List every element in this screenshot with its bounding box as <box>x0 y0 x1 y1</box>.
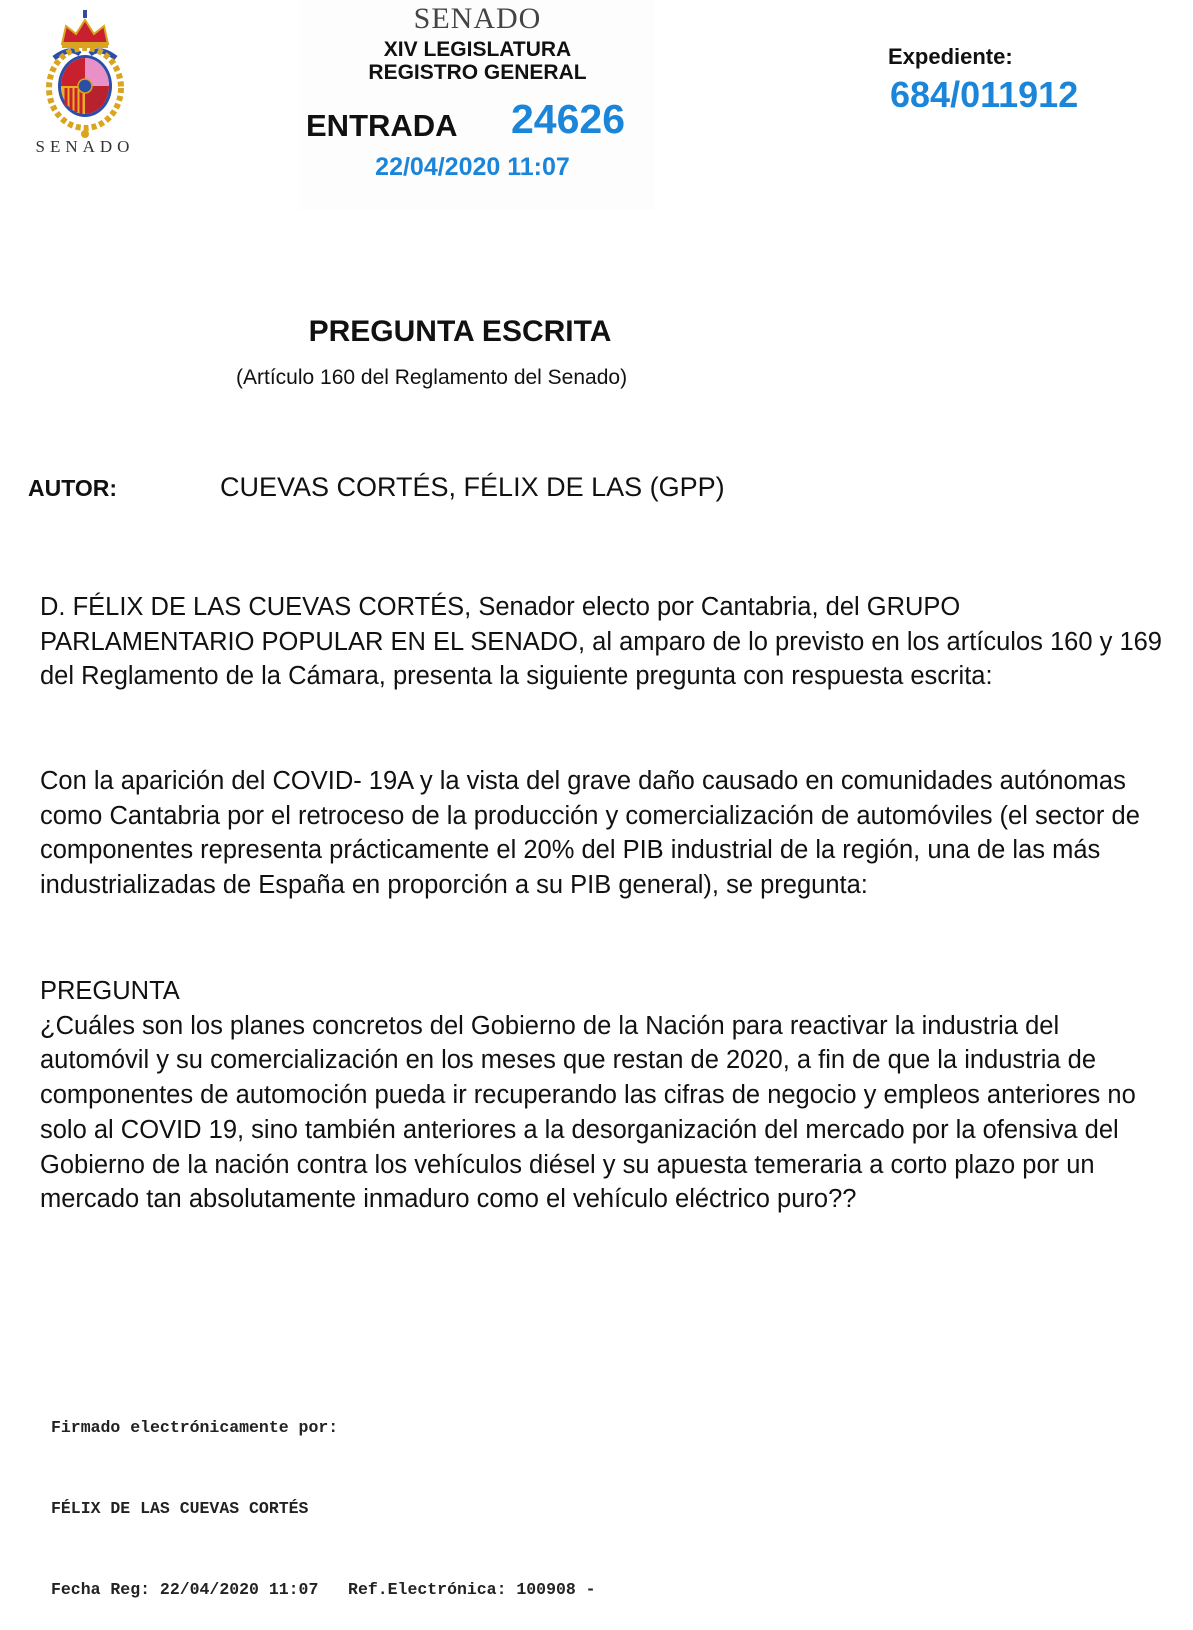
document-title: PREGUNTA ESCRITA <box>308 315 612 348</box>
legislatura-label: XIV LEGISLATURA <box>383 38 572 61</box>
signature-reference: Fecha Reg: 22/04/2020 11:07 Ref.Electrónica: 100908 - <box>51 1580 596 1599</box>
autor-label: AUTOR: <box>28 475 118 501</box>
logo-label: SENADO <box>35 137 135 156</box>
entrada-datetime: 22/04/2020 11:07 <box>375 153 570 181</box>
signature-label: Firmado electrónicamente por: <box>51 1418 339 1437</box>
registro-label: REGISTRO GENERAL <box>368 61 587 84</box>
stamp-institution: SENADO <box>413 2 542 35</box>
coat-of-arms-icon <box>30 6 140 141</box>
electronic-signature <box>51 1360 596 1630</box>
intro-paragraph: D. FÉLIX DE LAS CUEVAS CORTÉS, Senador electo por Cantabria, del GRUPO PARLAMENTARIO POPULAR EN EL SENADO, al amparo de lo previsto en los artículos 160 y 169 del Reglamento de la Cámara, presenta la siguiente pregunta con respuesta escrita: <box>40 593 1162 691</box>
question-block <box>40 974 1170 1217</box>
expediente-value: 684/011912 <box>890 74 1079 115</box>
entrada-number: 24626 <box>511 96 626 142</box>
entrada-label: ENTRADA <box>306 108 458 143</box>
question-text: ¿Cuáles son los planes concretos del Gobierno de la Nación para reactivar la industria del automóvil y su comercialización en los meses que restan de 2020, a fin de que la industria de componentes de automoción pueda ir recuperando las cifras de negocio y empleos anteriores no solo al COVID 19, sino también anteriores a la desorganización del mercado por la ofensiva del Gobierno de la nación contra los vehículos diésel y su apuesta temeraria a corto plazo por un mercado tan absolutamente inmaduro como el vehículo eléctrico puro?? <box>40 1011 1136 1214</box>
stamp-legislatura <box>300 38 655 84</box>
signature-name: FÉLIX DE LAS CUEVAS CORTÉS <box>51 1499 309 1518</box>
question-heading: PREGUNTA <box>40 977 180 1005</box>
context-paragraph: Con la aparición del COVID- 19A y la vista del grave daño causado en comunidades autónomas como Cantabria por el retroceso de la producción y comercialización de automóviles (el sector de componentes representa prácticamente el 20% del PIB industrial de la región, una de las más industrializadas de España en proporción a su PIB general), se pregunta: <box>40 767 1140 900</box>
document-subtitle: (Artículo 160 del Reglamento del Senado) <box>236 366 628 389</box>
autor-value: CUEVAS CORTÉS, FÉLIX DE LAS (GPP) <box>220 472 725 502</box>
expediente-label: Expediente: <box>888 44 1013 69</box>
